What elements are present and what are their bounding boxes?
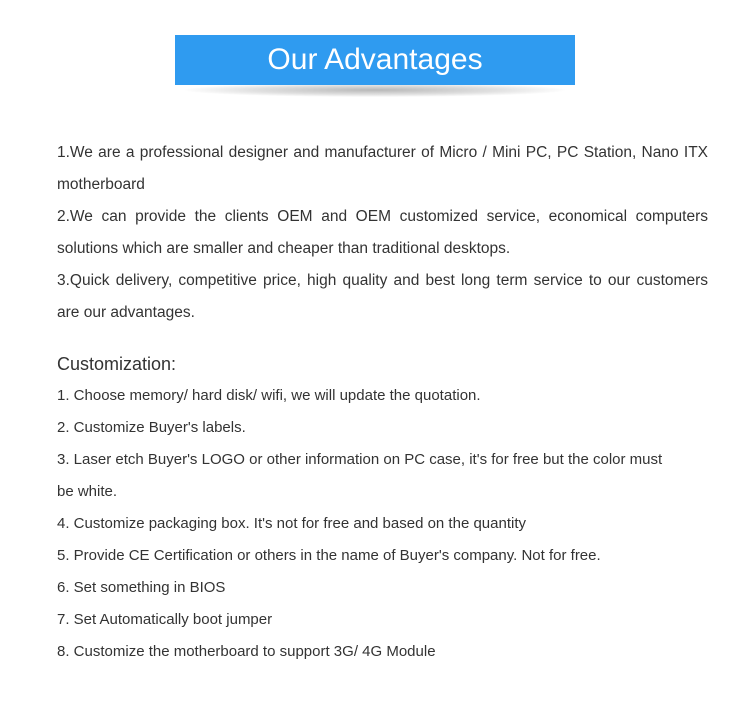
customization-item-6: 6. Set something in BIOS <box>57 579 226 596</box>
customization-item-5: 5. Provide CE Certification or others in the name of Buyer's company. Not for free. <box>57 547 601 564</box>
advantage-item-3: 3.Quick delivery, competitive price, high quality and best long term service to our customers are our advantages. <box>57 272 708 321</box>
customization-heading: Customization: <box>57 354 177 374</box>
header-banner <box>175 35 575 85</box>
customization-item-7: 7. Set Automatically boot jumper <box>57 611 273 628</box>
customization-item-8: 8. Customize the motherboard to support 3G/ 4G Module <box>57 643 436 660</box>
customization-section <box>57 348 708 668</box>
customization-item-3: 3. Laser etch Buyer's LOGO or other information on PC case, it's for free but the color must be white. <box>57 451 663 500</box>
advantage-item-2: 2.We can provide the clients OEM and OEM customized service, economical computers solutions which are smaller and cheaper than traditional desktops. <box>57 208 708 257</box>
advantages-section <box>57 137 708 329</box>
advantage-item-1: 1.We are a professional designer and manufacturer of Micro / Mini PC, PC Station, Nano ITX motherboard <box>57 144 708 193</box>
customization-item-2: 2. Customize Buyer's labels. <box>57 419 246 436</box>
customization-item-4: 4. Customize packaging box. It's not for free and based on the quantity <box>57 515 526 532</box>
page-title: Our Advantages <box>175 35 575 85</box>
customization-item-1: 1. Choose memory/ hard disk/ wifi, we will update the quotation. <box>57 387 481 404</box>
banner-shadow <box>185 83 565 97</box>
